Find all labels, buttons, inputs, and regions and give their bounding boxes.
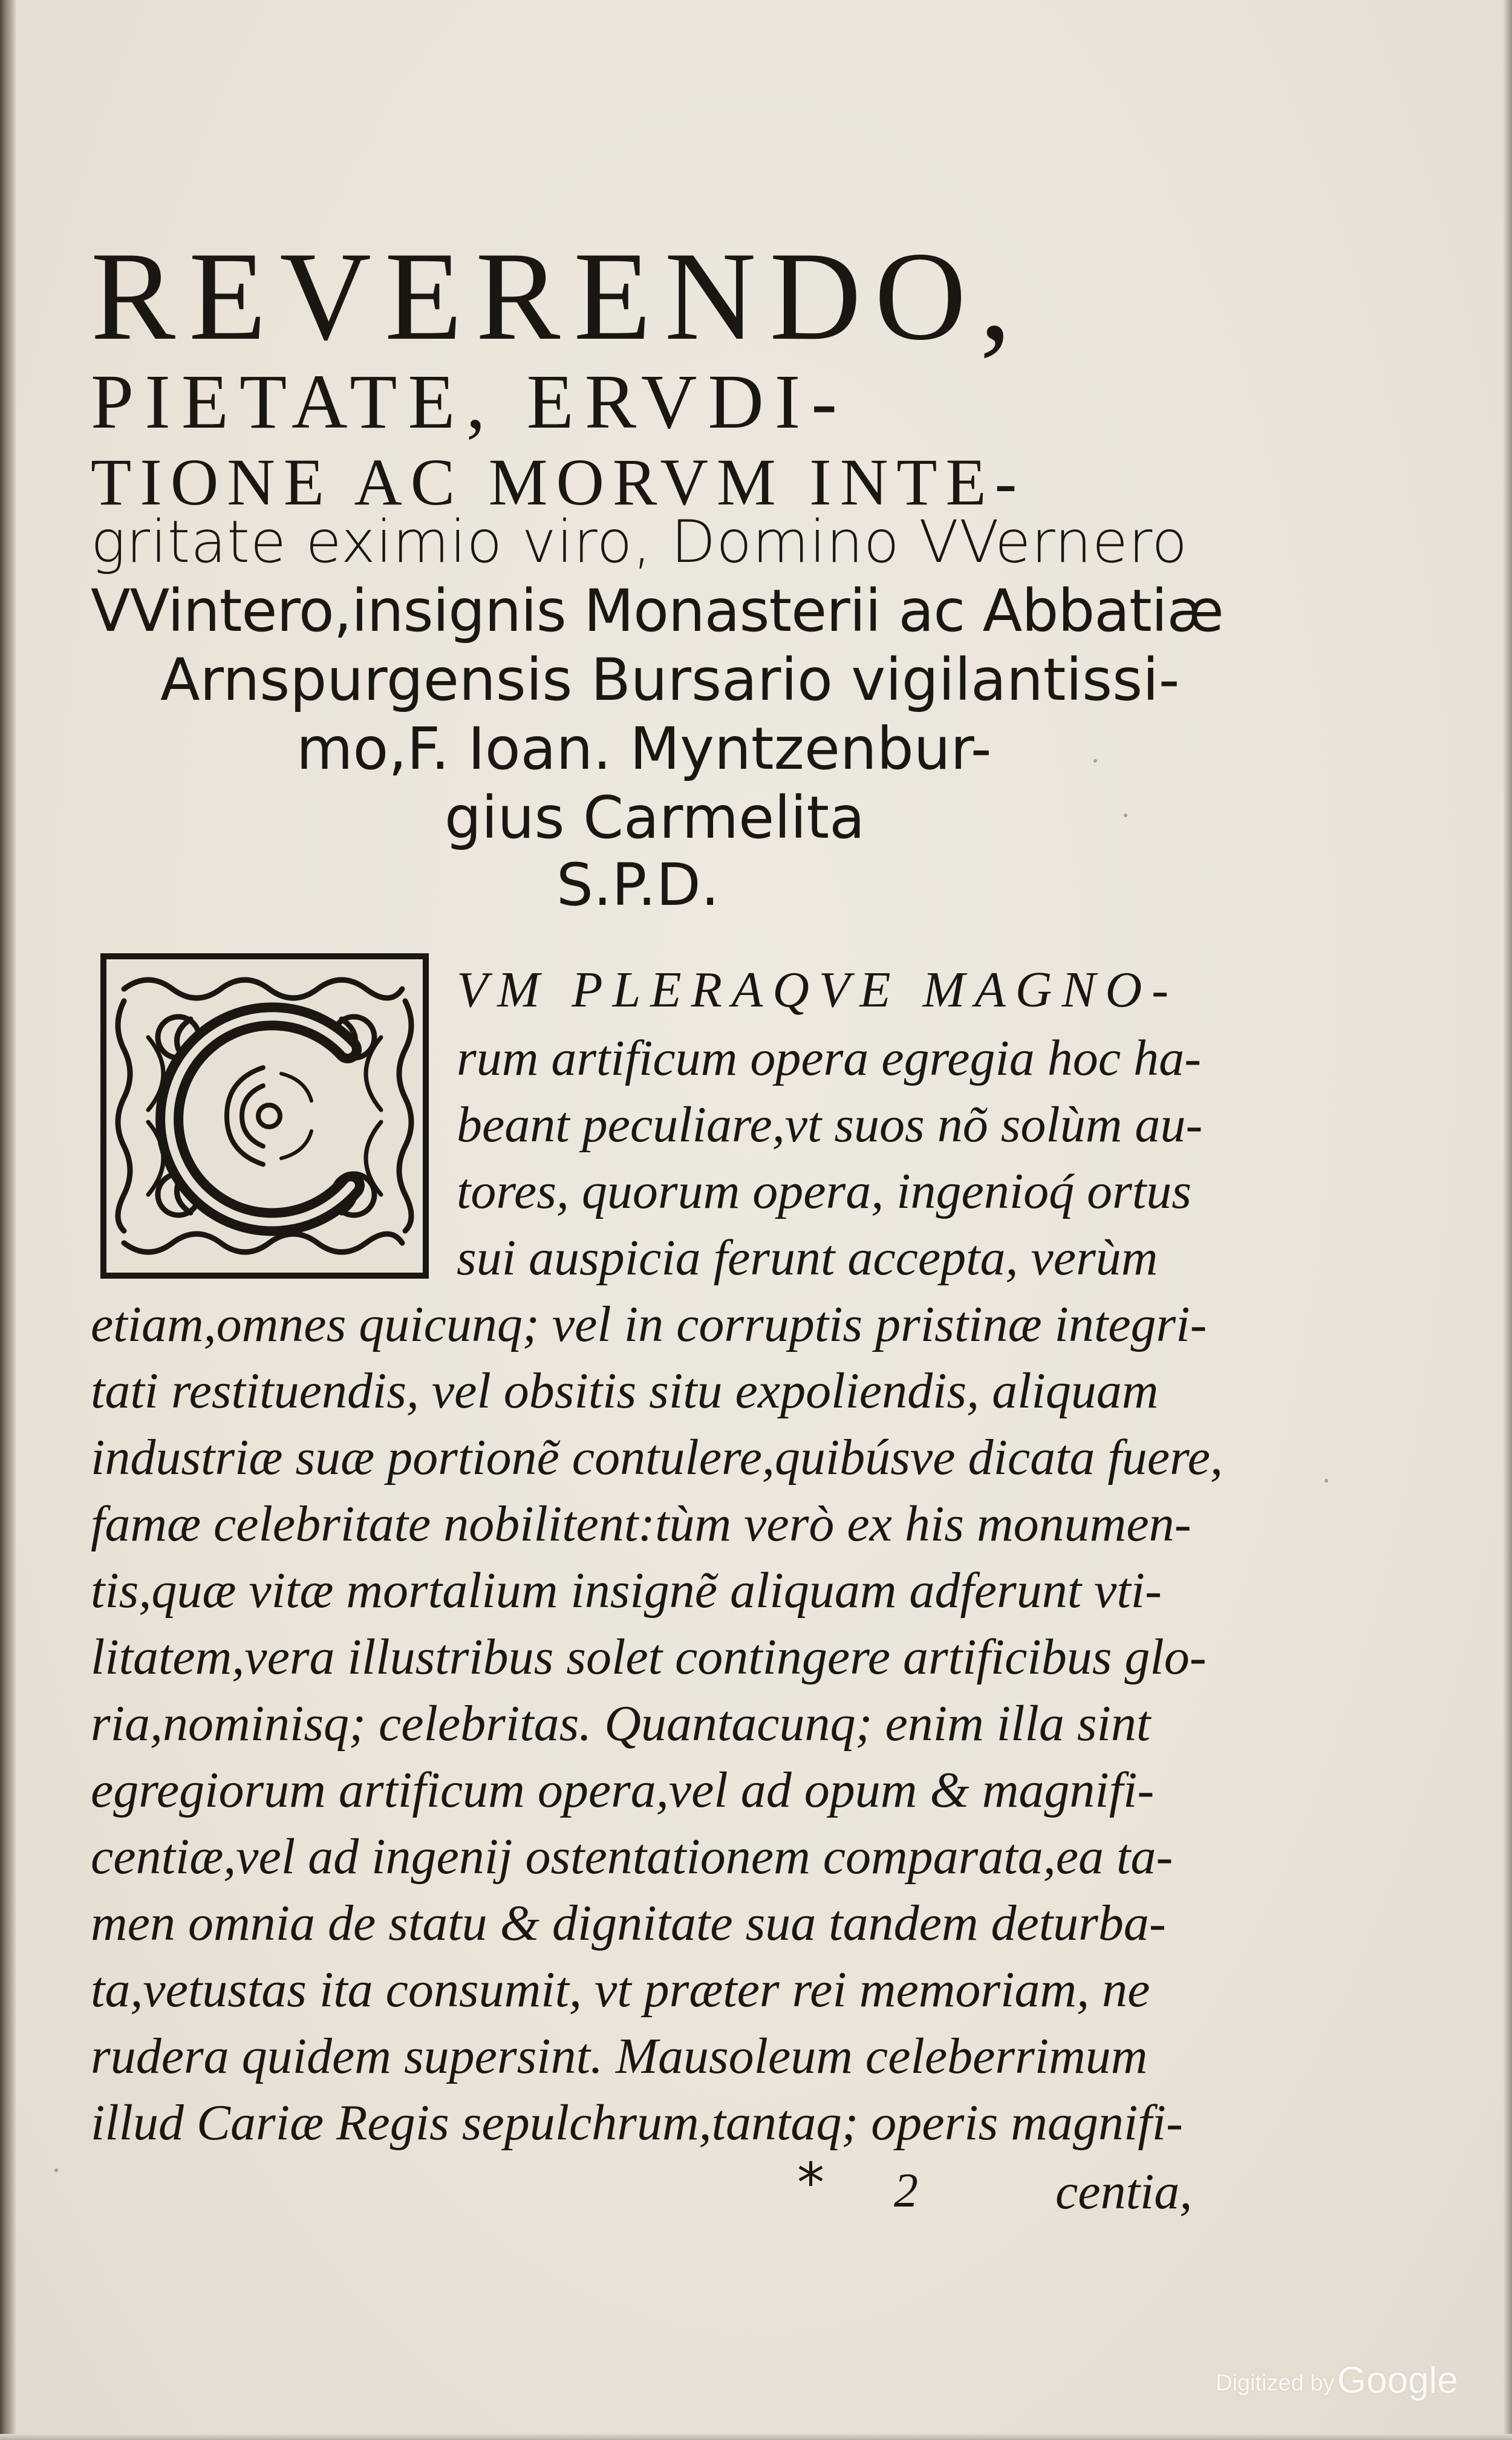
heading-line: TIONE AC MORVM INTE- <box>91 445 1026 519</box>
body-line: ta,vetustas ita consumit, vt præter rei memoriam, ne <box>91 1962 1150 2018</box>
body-line: etiam,omnes quicunq; vel in corruptis pristinæ integri- <box>91 1296 1207 1352</box>
watermark-brand: Google <box>1337 2360 1458 2401</box>
body-line: VM PLERAQVE MAGNO- <box>457 962 1179 1018</box>
heading-line: S.P.D. <box>556 851 720 919</box>
page-right-edge <box>1504 0 1512 2440</box>
heading-line: Arnspurgensis Bursario vigilantissi- <box>160 646 1180 714</box>
body-line: tati restituendis, vel obsitis situ expoliendis, aliquam <box>91 1363 1159 1419</box>
body-line: tis,quæ vitæ mortalium insignẽ aliquam adferunt vti- <box>91 1562 1162 1619</box>
signature-number: 2 <box>894 2164 918 2217</box>
heading-line: gius Carmelita <box>445 784 865 852</box>
heading-line: VVintero,insignis Monasterii ac Abbatiæ <box>91 577 1224 645</box>
heading-line: PIETATE, ERVDI- <box>91 359 848 445</box>
signature-mark: * <box>797 2151 824 2215</box>
page-bottom-edge <box>0 2434 1512 2440</box>
body-line: centiæ,vel ad ingenij ostentationem comparata,ea ta- <box>91 1828 1173 1885</box>
body-line: illud Cariæ Regis sepulchrum,tantaq; operis magnifi- <box>91 2095 1183 2151</box>
catchword: centia, <box>1055 2164 1193 2220</box>
body-line: tores, quorum opera, ingenioq́ ortus <box>457 1163 1191 1219</box>
heading-line: REVERENDO, <box>91 226 1025 367</box>
body-line: rum artificum opera egregia hoc ha- <box>457 1030 1202 1086</box>
heading-line: gritate eximio viro, Domino VVernero <box>91 508 1188 576</box>
watermark-prefix: Digitized by <box>1216 2370 1335 2396</box>
body-line: men omnia de statu & dignitate sua tandem deturba- <box>91 1895 1166 1951</box>
body-line: ria,nominisq; celebritas. Quantacunq; enim illa sint <box>91 1695 1151 1752</box>
ornamental-initial-icon <box>100 953 429 1279</box>
paper-speck <box>1124 814 1127 817</box>
body-line: famæ celebritate nobilitent:tùm verò ex his monumen- <box>91 1496 1191 1552</box>
page-left-edge-shadow <box>0 0 16 2440</box>
body-line: rudera quidem supersint. Mausoleum celeberrimum <box>91 2028 1148 2084</box>
body-line: sui auspicia ferunt accepta, verùm <box>457 1230 1158 1286</box>
body-line: egregiorum artificum opera,vel ad opum & magnifi- <box>91 1762 1155 1818</box>
body-line: industriæ suæ portionẽ contulere,quibúsve dicata fuere, <box>91 1429 1223 1486</box>
paper-speck <box>1093 759 1097 763</box>
paper-speck <box>54 2168 58 2172</box>
heading-line: mo,F. Ioan. Myntzenbur- <box>296 715 992 783</box>
body-line: litatem,vera illustribus solet contingere artificibus glo- <box>91 1629 1207 1685</box>
digitized-watermark <box>1216 2362 1458 2399</box>
paper-speck <box>1325 1479 1328 1483</box>
body-line: beant peculiare,vt suos nõ solùm au- <box>457 1097 1203 1153</box>
